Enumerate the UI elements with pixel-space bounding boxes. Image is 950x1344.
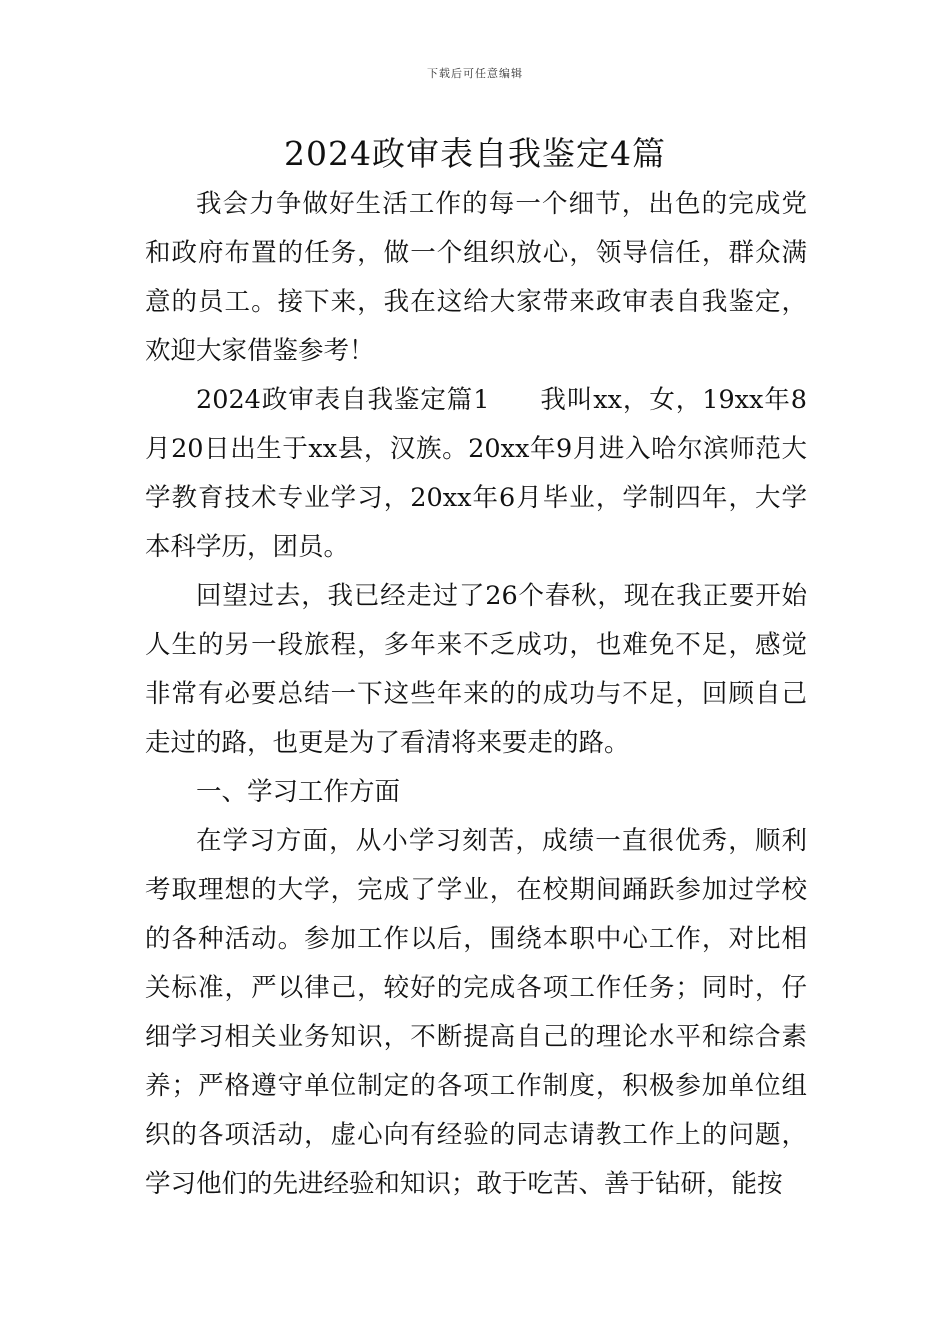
document-body bbox=[145, 180, 807, 1209]
subheading-study-work: 一、学习工作方面 bbox=[196, 777, 401, 807]
intro-paragraph: 我会力争做好生活工作的每一个细节，出色的完成党和政府布置的任务，做一个组织放心，领导信任，群众满意的员工。接下来，我在这给大家带来政审表自我鉴定，欢迎大家借鉴参考！ bbox=[145, 189, 807, 366]
study-paragraph: 在学习方面，从小学习刻苦，成绩一直很优秀，顺利考取理想的大学，完成了学业，在校期间踊跃参加过学校的各种活动。参加工作以后，围绕本职中心工作，对比相关标准，严以律己，较好的完成各项工作任务；同时，仔细学习相关业务知识，不断提高自己的理论水平和综合素养；严格遵守单位制定的各项工作制度，积极参加单位组织的各项活动，虚心向有经验的同志请教工作上的问题，学习他们的先进经验和知识；敢于吃苦、善于钻研，能按 bbox=[145, 826, 807, 1199]
section-1-paragraph bbox=[145, 376, 807, 572]
header-note: 下载后可任意编辑 bbox=[427, 67, 523, 80]
section-1-heading: 2024政审表自我鉴定篇1 bbox=[196, 385, 490, 415]
reflection-paragraph: 回望过去，我已经走过了26个春秋，现在我正要开始人生的另一段旅程，多年来不乏成功，也难免不足，感觉非常有必要总结一下这些年来的的成功与不足，回顾自己走过的路，也更是为了看清将来要走的路。 bbox=[145, 581, 807, 758]
document-title: 2024政审表自我鉴定4篇 bbox=[284, 134, 666, 173]
section-1-text: 我叫xx，女，19xx年8月20日出生于xx县，汉族。20xx年9月进入哈尔滨师范大学教育技术专业学习，20xx年6月毕业，学制四年，大学本科学历，团员。 bbox=[145, 385, 808, 562]
